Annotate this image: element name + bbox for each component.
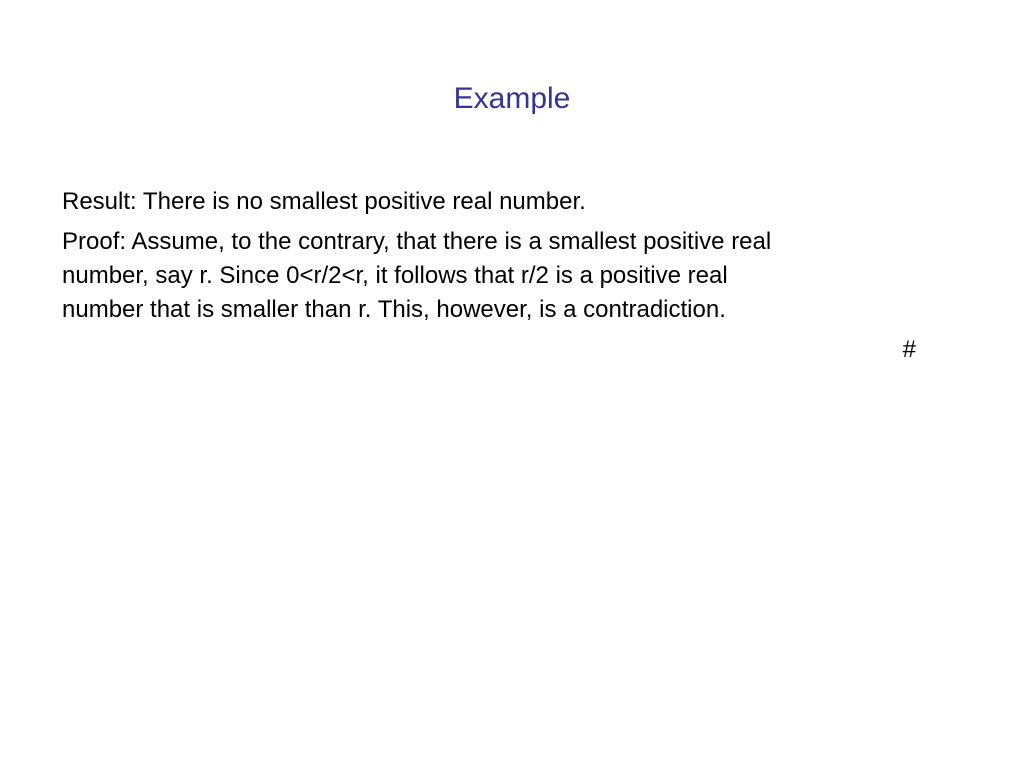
slide-body <box>62 185 932 367</box>
proof-line: number that is smaller than r. This, however, is a contradiction. <box>62 296 726 323</box>
proof-line: number, say r. Since 0<r/2<r, it follows that r/2 is a positive real <box>62 262 728 289</box>
proof-paragraph <box>62 225 932 327</box>
qed-symbol: # <box>902 336 916 363</box>
slide-title: Example <box>453 82 571 115</box>
result-statement: Result: There is no smallest positive real number. <box>62 188 586 215</box>
proof-line: Proof: Assume, to the contrary, that there is a smallest positive real <box>62 228 772 255</box>
